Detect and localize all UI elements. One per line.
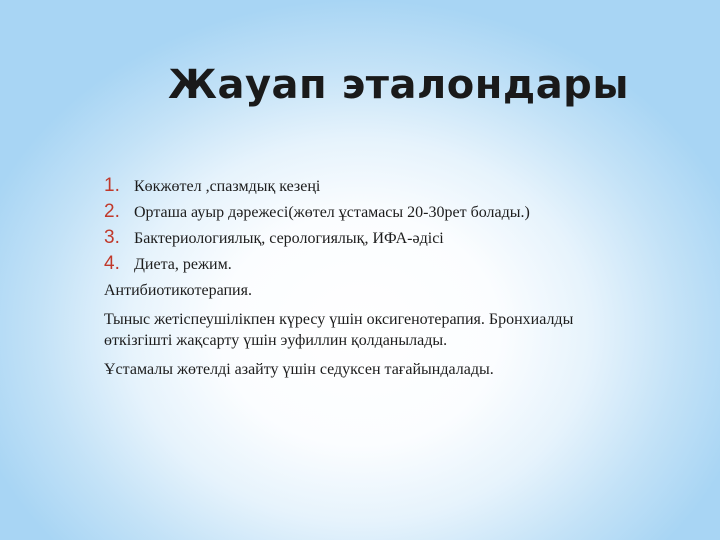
list-item-text: Диета, режим. [134,256,232,273]
slide-title: Жауап эталондары [168,62,629,108]
list-item-text: Бактериологиялық, серологиялық, ИФА-әдісі [134,230,444,247]
list-number: 1. [104,175,120,196]
list-number: 2. [104,201,120,222]
list-item [104,202,604,223]
paragraph-oxygen: Тыныс жетіспеушілікпен күресу үшін оксигенотерапия. Бронхиалды өткізгішті жақсарту үшін эуфиллин қолданылады. [104,311,574,349]
list-item [104,176,604,197]
list-number: 3. [104,227,120,248]
slide-content [104,176,604,380]
list-number: 4. [104,253,120,274]
paragraph-antibiotic: Антибиотикотерапия. [104,282,252,299]
list-item-text: Көкжөтел ,спазмдық кезеңі [134,178,321,195]
list-item-text: Орташа ауыр дәрежесі(жөтел ұстамасы 20-30рет болады.) [134,204,530,221]
paragraph-sedative: Ұстамалы жөтелді азайту үшін седуксен тағайындалады. [104,361,494,378]
list-item [104,228,604,249]
list-item [104,254,604,275]
